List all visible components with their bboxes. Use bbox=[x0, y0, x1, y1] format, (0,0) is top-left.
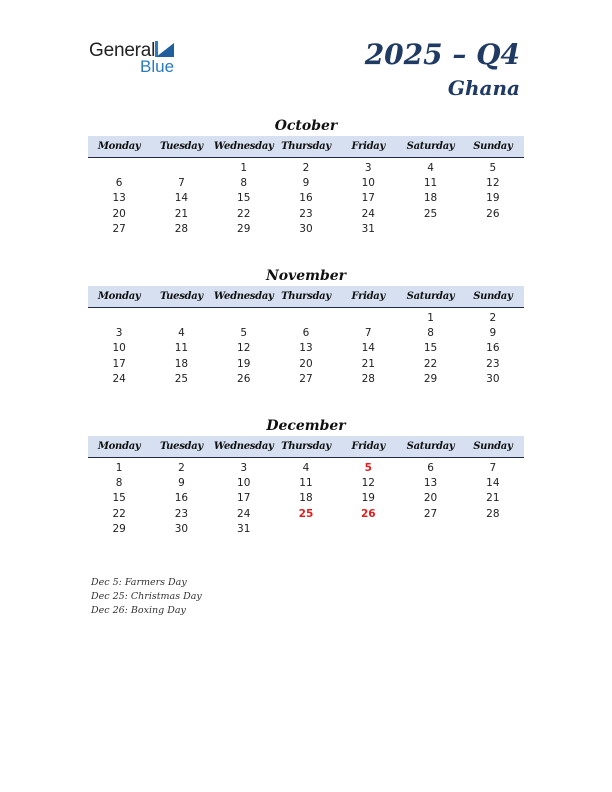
day-cell: 10 bbox=[361, 176, 375, 189]
day-cell: 25 bbox=[423, 207, 438, 220]
day-cell: 11 bbox=[174, 342, 189, 355]
day-cell: 29 bbox=[237, 222, 251, 235]
week-row bbox=[88, 341, 524, 356]
week-row bbox=[88, 460, 524, 475]
day-cell: 30 bbox=[299, 222, 313, 235]
day-cell: 2 bbox=[302, 161, 310, 174]
logo bbox=[89, 40, 189, 76]
day-cell: 31 bbox=[361, 222, 375, 235]
day-cell: 1 bbox=[427, 311, 434, 324]
day-cell: 4 bbox=[178, 326, 185, 339]
day-cell: 25 bbox=[174, 372, 189, 385]
day-cell: 19 bbox=[486, 192, 500, 205]
weekday-label: Thursday bbox=[281, 141, 331, 152]
day-cell: 26 bbox=[237, 372, 251, 385]
day-cell: 19 bbox=[361, 492, 375, 505]
day-cell: 18 bbox=[423, 192, 438, 205]
holiday-note: Dec 25: Christmas Day bbox=[91, 591, 202, 602]
weekday-label: Wednesday bbox=[213, 291, 274, 302]
day-cell: 23 bbox=[299, 207, 313, 220]
day-cell: 8 bbox=[240, 176, 248, 189]
logo-general-text: General bbox=[89, 40, 156, 61]
holiday-note: Dec 5: Farmers Day bbox=[91, 577, 187, 588]
week-row bbox=[88, 521, 524, 536]
day-cell: 16 bbox=[174, 492, 189, 505]
day-cell: 9 bbox=[178, 476, 185, 489]
week-row bbox=[88, 221, 524, 236]
day-cell: 10 bbox=[112, 342, 126, 355]
day-cell: 29 bbox=[423, 372, 438, 385]
week-row bbox=[88, 506, 524, 521]
weekday-label: Thursday bbox=[281, 291, 331, 302]
weekday-header-row bbox=[88, 436, 524, 458]
day-cell: 20 bbox=[299, 357, 313, 370]
weekday-label: Saturday bbox=[406, 141, 455, 152]
day-cell: 27 bbox=[112, 222, 126, 235]
holiday-day-cell: 26 bbox=[360, 507, 376, 520]
weekday-header-row bbox=[88, 286, 524, 308]
month-november bbox=[88, 266, 524, 386]
day-cell: 9 bbox=[489, 326, 497, 339]
day-cell: 3 bbox=[364, 161, 372, 174]
day-cell: 4 bbox=[427, 161, 434, 174]
day-cell: 8 bbox=[115, 476, 123, 489]
weekday-label: Friday bbox=[351, 441, 385, 452]
day-cell: 18 bbox=[174, 357, 189, 370]
logo-blue-text: Blue bbox=[140, 57, 175, 76]
day-cell: 16 bbox=[299, 192, 313, 205]
day-cell: 22 bbox=[112, 507, 126, 520]
weekday-label: Sunday bbox=[473, 441, 513, 452]
day-cell: 14 bbox=[174, 192, 189, 205]
month-december bbox=[88, 416, 524, 536]
day-cell: 20 bbox=[423, 492, 438, 505]
day-cell: 9 bbox=[302, 176, 310, 189]
day-cell: 14 bbox=[486, 476, 500, 489]
day-cell: 17 bbox=[112, 357, 126, 370]
day-cell: 15 bbox=[423, 342, 438, 355]
day-cell: 5 bbox=[240, 326, 248, 339]
weekday-label: Sunday bbox=[473, 291, 513, 302]
day-cell: 21 bbox=[361, 357, 375, 370]
day-cell: 3 bbox=[240, 461, 248, 474]
day-cell: 26 bbox=[486, 207, 500, 220]
weekday-label: Tuesday bbox=[159, 441, 203, 452]
country-subtitle: Ghana bbox=[447, 76, 520, 100]
day-cell: 13 bbox=[299, 342, 313, 355]
logo-flag-icon bbox=[156, 43, 174, 57]
weekday-label: Friday bbox=[351, 291, 385, 302]
holiday-day-cell: 25 bbox=[298, 507, 314, 520]
day-cell: 11 bbox=[423, 176, 438, 189]
weekday-label: Monday bbox=[97, 291, 141, 302]
day-cell: 23 bbox=[486, 357, 500, 370]
day-cell: 17 bbox=[361, 192, 375, 205]
day-cell: 2 bbox=[178, 461, 185, 474]
day-cell: 22 bbox=[423, 357, 438, 370]
weekday-label: Saturday bbox=[406, 291, 455, 302]
day-cell: 4 bbox=[302, 461, 310, 474]
month-october bbox=[88, 116, 524, 236]
day-cell: 28 bbox=[174, 222, 189, 235]
week-row bbox=[88, 206, 524, 221]
month-title: November bbox=[265, 268, 347, 284]
weekday-label: Monday bbox=[97, 441, 141, 452]
day-cell: 17 bbox=[237, 492, 251, 505]
day-cell: 1 bbox=[240, 161, 248, 174]
day-cell: 18 bbox=[299, 492, 313, 505]
day-cell: 11 bbox=[299, 476, 313, 489]
day-cell: 14 bbox=[361, 342, 375, 355]
holiday-note: Dec 26: Boxing Day bbox=[91, 605, 186, 616]
weekday-label: Monday bbox=[97, 141, 141, 152]
week-row bbox=[88, 475, 524, 490]
day-cell: 13 bbox=[112, 192, 126, 205]
day-cell: 20 bbox=[112, 207, 126, 220]
day-cell: 28 bbox=[361, 372, 375, 385]
day-cell: 12 bbox=[237, 342, 251, 355]
week-row bbox=[88, 175, 524, 190]
day-cell: 24 bbox=[237, 507, 251, 520]
holiday-notes bbox=[91, 576, 202, 618]
weekday-label: Sunday bbox=[473, 141, 513, 152]
day-cell: 6 bbox=[427, 461, 434, 474]
day-cell: 13 bbox=[423, 476, 438, 489]
weekday-label: Tuesday bbox=[159, 291, 203, 302]
holiday-day-cell: 5 bbox=[364, 461, 372, 474]
day-cell: 10 bbox=[237, 476, 251, 489]
weekday-label: Saturday bbox=[406, 441, 455, 452]
day-cell: 15 bbox=[112, 492, 126, 505]
week-row bbox=[88, 310, 524, 325]
day-cell: 31 bbox=[237, 522, 251, 535]
week-row bbox=[88, 491, 524, 506]
day-cell: 5 bbox=[489, 161, 497, 174]
day-cell: 27 bbox=[299, 372, 313, 385]
day-cell: 24 bbox=[112, 372, 126, 385]
day-cell: 29 bbox=[112, 522, 126, 535]
weekday-label: Wednesday bbox=[213, 441, 274, 452]
day-cell: 1 bbox=[115, 461, 123, 474]
day-cell: 27 bbox=[423, 507, 438, 520]
day-cell: 19 bbox=[237, 357, 251, 370]
weekday-label: Tuesday bbox=[159, 141, 203, 152]
day-cell: 30 bbox=[174, 522, 189, 535]
month-title: December bbox=[266, 418, 346, 434]
day-cell: 3 bbox=[115, 326, 123, 339]
day-cell: 15 bbox=[237, 192, 251, 205]
week-row bbox=[88, 371, 524, 386]
day-cell: 6 bbox=[302, 326, 310, 339]
month-title: October bbox=[274, 118, 338, 134]
day-cell: 22 bbox=[237, 207, 251, 220]
week-row bbox=[88, 325, 524, 340]
week-row bbox=[88, 191, 524, 206]
day-cell: 16 bbox=[486, 342, 500, 355]
day-cell: 7 bbox=[489, 461, 497, 474]
page-title: 2025 – Q4 bbox=[364, 38, 520, 71]
day-cell: 23 bbox=[174, 507, 189, 520]
weekday-label: Wednesday bbox=[213, 141, 274, 152]
week-row bbox=[88, 160, 524, 175]
day-cell: 7 bbox=[178, 176, 185, 189]
day-cell: 8 bbox=[427, 326, 434, 339]
weekday-header-row bbox=[88, 136, 524, 158]
day-cell: 7 bbox=[364, 326, 372, 339]
day-cell: 21 bbox=[486, 492, 500, 505]
day-cell: 28 bbox=[486, 507, 500, 520]
day-cell: 24 bbox=[361, 207, 375, 220]
day-cell: 30 bbox=[486, 372, 500, 385]
weekday-label: Friday bbox=[351, 141, 385, 152]
weekday-label: Thursday bbox=[281, 441, 331, 452]
day-cell: 21 bbox=[174, 207, 189, 220]
day-cell: 6 bbox=[115, 176, 123, 189]
day-cell: 12 bbox=[361, 476, 375, 489]
day-cell: 12 bbox=[486, 176, 500, 189]
week-row bbox=[88, 356, 524, 371]
day-cell: 2 bbox=[489, 311, 497, 324]
